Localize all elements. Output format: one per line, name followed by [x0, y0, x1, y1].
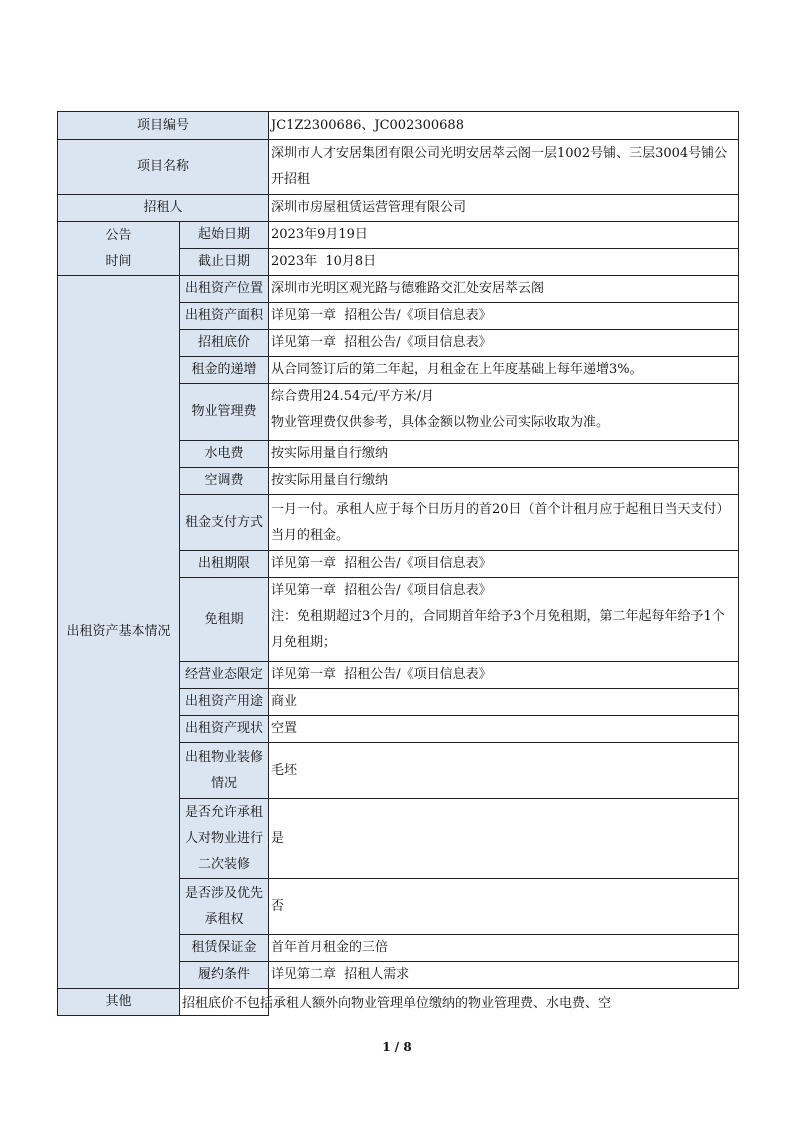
asset-group-label: 出租资产基本情况: [58, 276, 180, 989]
business-label: 经营业态限定: [180, 662, 269, 689]
deposit-value: 首年首月租金的三倍: [269, 935, 739, 962]
page-number: 1 / 8: [382, 1040, 412, 1054]
other-value-text: 招租底价不包括承租人额外向物业管理单位缴纳的物业管理费、水电费、空: [182, 996, 612, 1011]
usage-label: 出租资产用途: [180, 689, 269, 716]
floor-price-label: 招租底价: [180, 330, 269, 357]
project-no-value: JC1Z2300686、JC002300688: [269, 112, 739, 140]
announce-time-label: [58, 222, 180, 276]
conditions-label: 履约条件: [180, 962, 269, 989]
end-date-label: 截止日期: [180, 249, 269, 276]
deposit-label: 租赁保证金: [180, 935, 269, 962]
increase-value: 从合同签订后的第二年起，月租金在上年度基础上每年递增3%。: [269, 357, 739, 384]
renovation-value: 是: [269, 799, 739, 879]
increase-label: 租金的递增: [180, 357, 269, 384]
row-lessor: [58, 195, 739, 222]
project-info-table: [57, 111, 739, 1016]
lessor-value: 深圳市房屋租赁运营管理有限公司: [269, 195, 739, 222]
other-value: [180, 989, 612, 1016]
renovation-label: 是否允许承租人对物业进行二次装修: [180, 799, 269, 879]
free-rent-label: 免租期: [180, 578, 269, 662]
other-label: 其他: [58, 989, 180, 1016]
property-fee-line2: 物业管理费仅供参考，具体金额以物业公司实际收取为准。: [271, 415, 610, 430]
decoration-label: 出租物业装修情况: [180, 743, 269, 799]
term-label: 出租期限: [180, 551, 269, 578]
property-fee-label: 物业管理费: [180, 384, 269, 441]
decoration-value: 毛坯: [269, 743, 739, 799]
area-value: 详见第一章 招租公告/《项目信息表》: [269, 303, 739, 330]
free-rent-line1: 详见第一章 招租公告/《项目信息表》: [271, 583, 492, 598]
area-label: 出租资产面积: [180, 303, 269, 330]
free-rent-line2: 注：免租期超过3个月的，合同期首年给予3个月免租期，第二年起每年给予1个月免租期；: [271, 609, 725, 650]
announce-label-line2: 时间: [105, 253, 132, 269]
location-value: 深圳市光明区观光路与德雅路交汇处安居萃云阁: [269, 276, 739, 303]
utilities-value: 按实际用量自行缴纳: [269, 441, 739, 468]
project-name-value: 深圳市人才安居集团有限公司光明安居萃云阁一层1002号铺、三层3004号铺公开招租: [269, 140, 739, 195]
row-project-name: [58, 140, 739, 195]
property-fee-line1: 综合费用24.54元/平方米/月: [271, 389, 434, 404]
priority-label: 是否涉及优先承租权: [180, 879, 269, 935]
conditions-value: 详见第二章 招租人需求: [269, 962, 739, 989]
row-location: [58, 276, 739, 303]
business-value: 详见第一章 招租公告/《项目信息表》: [269, 662, 739, 689]
usage-value: 商业: [269, 689, 739, 716]
priority-value: 否: [269, 879, 739, 935]
row-other: [58, 989, 739, 1016]
row-announce-start: [58, 222, 739, 249]
term-value: 详见第一章 招租公告/《项目信息表》: [269, 551, 739, 578]
ac-label: 空调费: [180, 468, 269, 495]
property-fee-value: [269, 384, 739, 441]
payment-label: 租金支付方式: [180, 495, 269, 551]
utilities-label: 水电费: [180, 441, 269, 468]
status-label: 出租资产现状: [180, 716, 269, 743]
project-name-label: 项目名称: [58, 140, 269, 195]
announce-label-line1: 公告: [105, 227, 132, 243]
start-date-value: 2023年9月19日: [269, 222, 739, 249]
ac-value: 按实际用量自行缴纳: [269, 468, 739, 495]
status-value: 空置: [269, 716, 739, 743]
row-project-no: [58, 112, 739, 140]
floor-price-value: 详见第一章 招租公告/《项目信息表》: [269, 330, 739, 357]
free-rent-value: [269, 578, 739, 662]
start-date-label: 起始日期: [180, 222, 269, 249]
lessor-label: 招租人: [58, 195, 269, 222]
project-no-label: 项目编号: [58, 112, 269, 140]
payment-value: 一月一付。承租人应于每个日历月的首20日（首个计租月应于起租日当天支付）当月的租金。: [269, 495, 739, 551]
location-label: 出租资产位置: [180, 276, 269, 303]
end-date-value: 2023年 10月8日: [269, 249, 739, 276]
